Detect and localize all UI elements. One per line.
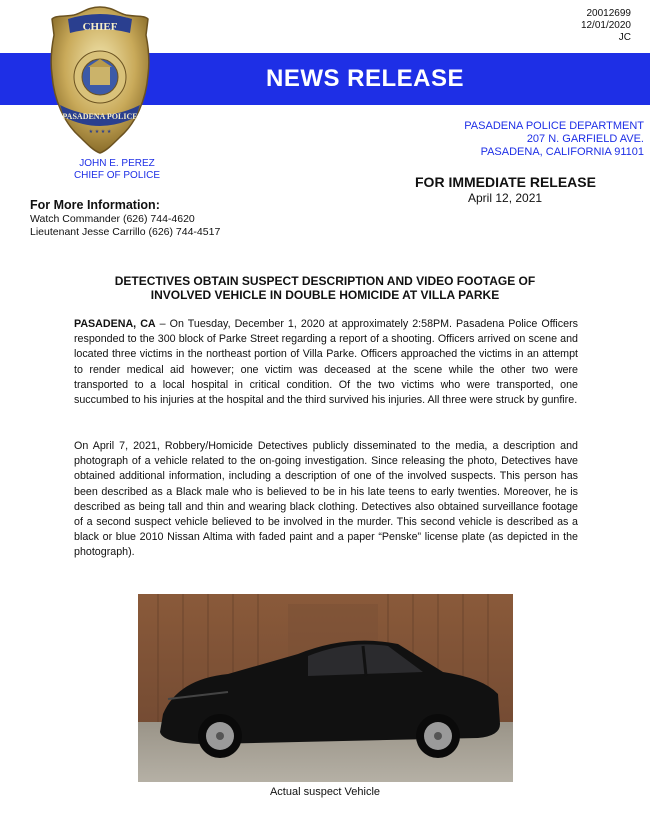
- photo-caption: Actual suspect Vehicle: [269, 786, 381, 798]
- meta-initials: JC: [618, 32, 631, 43]
- svg-text:PASADENA POLICE: PASADENA POLICE: [62, 112, 138, 121]
- immediate-release-label: FOR IMMEDIATE RELEASE: [415, 174, 596, 190]
- contact-watch-commander: Watch Commander (626) 744-4620: [30, 213, 195, 225]
- headline: [60, 274, 590, 302]
- department-city: PASADENA, CALIFORNIA 91101: [480, 146, 644, 158]
- chief-block: [52, 158, 182, 182]
- more-info-heading: For More Information:: [30, 198, 160, 212]
- department-street: 207 N. GARFIELD AVE.: [526, 133, 644, 145]
- paragraph-2-text: On April 7, 2021, Robbery/Homicide Detectives publicly disseminated to the media, a description and photograph of a vehicle related to the on-going investigation. Since releasing the photo, Detectives have obtained additional information, including a description of one of the involved suspects. This person has been described as a Black male who is believed to be in his late teens to early twenties. Moreover, he is described as being tall and thin and wearing black clothing. Detectives also obtained surveillance footage of a second suspect vehicle believed to be involved in the murder. This second vehicle is described as a black or blue 2010 Nissan Altima with faded paint and a paper “Penske” license plate (as depicted in the photograph).: [74, 440, 578, 559]
- headline-line-2: INVOLVED VEHICLE IN DOUBLE HOMICIDE AT VILLA PARKE: [150, 288, 500, 302]
- document-meta: [581, 8, 631, 44]
- svg-text:★ ★ ★ ★: ★ ★ ★ ★: [88, 129, 112, 135]
- department-address: [464, 120, 644, 159]
- svg-text:CHIEF: CHIEF: [82, 21, 118, 33]
- contact-lieutenant: Lieutenant Jesse Carrillo (626) 744-4517: [30, 226, 221, 238]
- department-name: PASADENA POLICE DEPARTMENT: [464, 120, 644, 132]
- body-paragraph-2: [74, 439, 578, 561]
- chief-name: JOHN E. PEREZ: [79, 158, 155, 169]
- release-date: April 12, 2021: [468, 191, 543, 205]
- banner-title: NEWS RELEASE: [265, 65, 465, 92]
- suspect-vehicle-photo: [138, 594, 513, 782]
- body-paragraph-1: [74, 317, 578, 408]
- paragraph-1-text: – On Tuesday, December 1, 2020 at approximately 2:58PM. Pasadena Police Officers responded to the 300 block of Parke Street regarding a report of a shooting. Officers arrived on scene and located three victims in the northeast portion of Villa Parke. Officers approached the victims in an attempt to render medical aid however; one victim was deceased at the scene while the other two were transported to a local hospital in critical condition. Of the two victims who were transported, one succumbed to his injuries at the hospital and the third survived his injuries. All three were struck by gunfire.: [74, 318, 579, 407]
- dateline: PASADENA, CA: [74, 318, 156, 330]
- case-number: 20012699: [586, 8, 631, 19]
- headline-line-1: DETECTIVES OBTAIN SUSPECT DESCRIPTION AND VIDEO FOOTAGE OF: [114, 274, 536, 288]
- meta-date: 12/01/2020: [580, 20, 631, 31]
- chief-title: CHIEF OF POLICE: [73, 170, 161, 181]
- police-badge-logo: [50, 5, 150, 155]
